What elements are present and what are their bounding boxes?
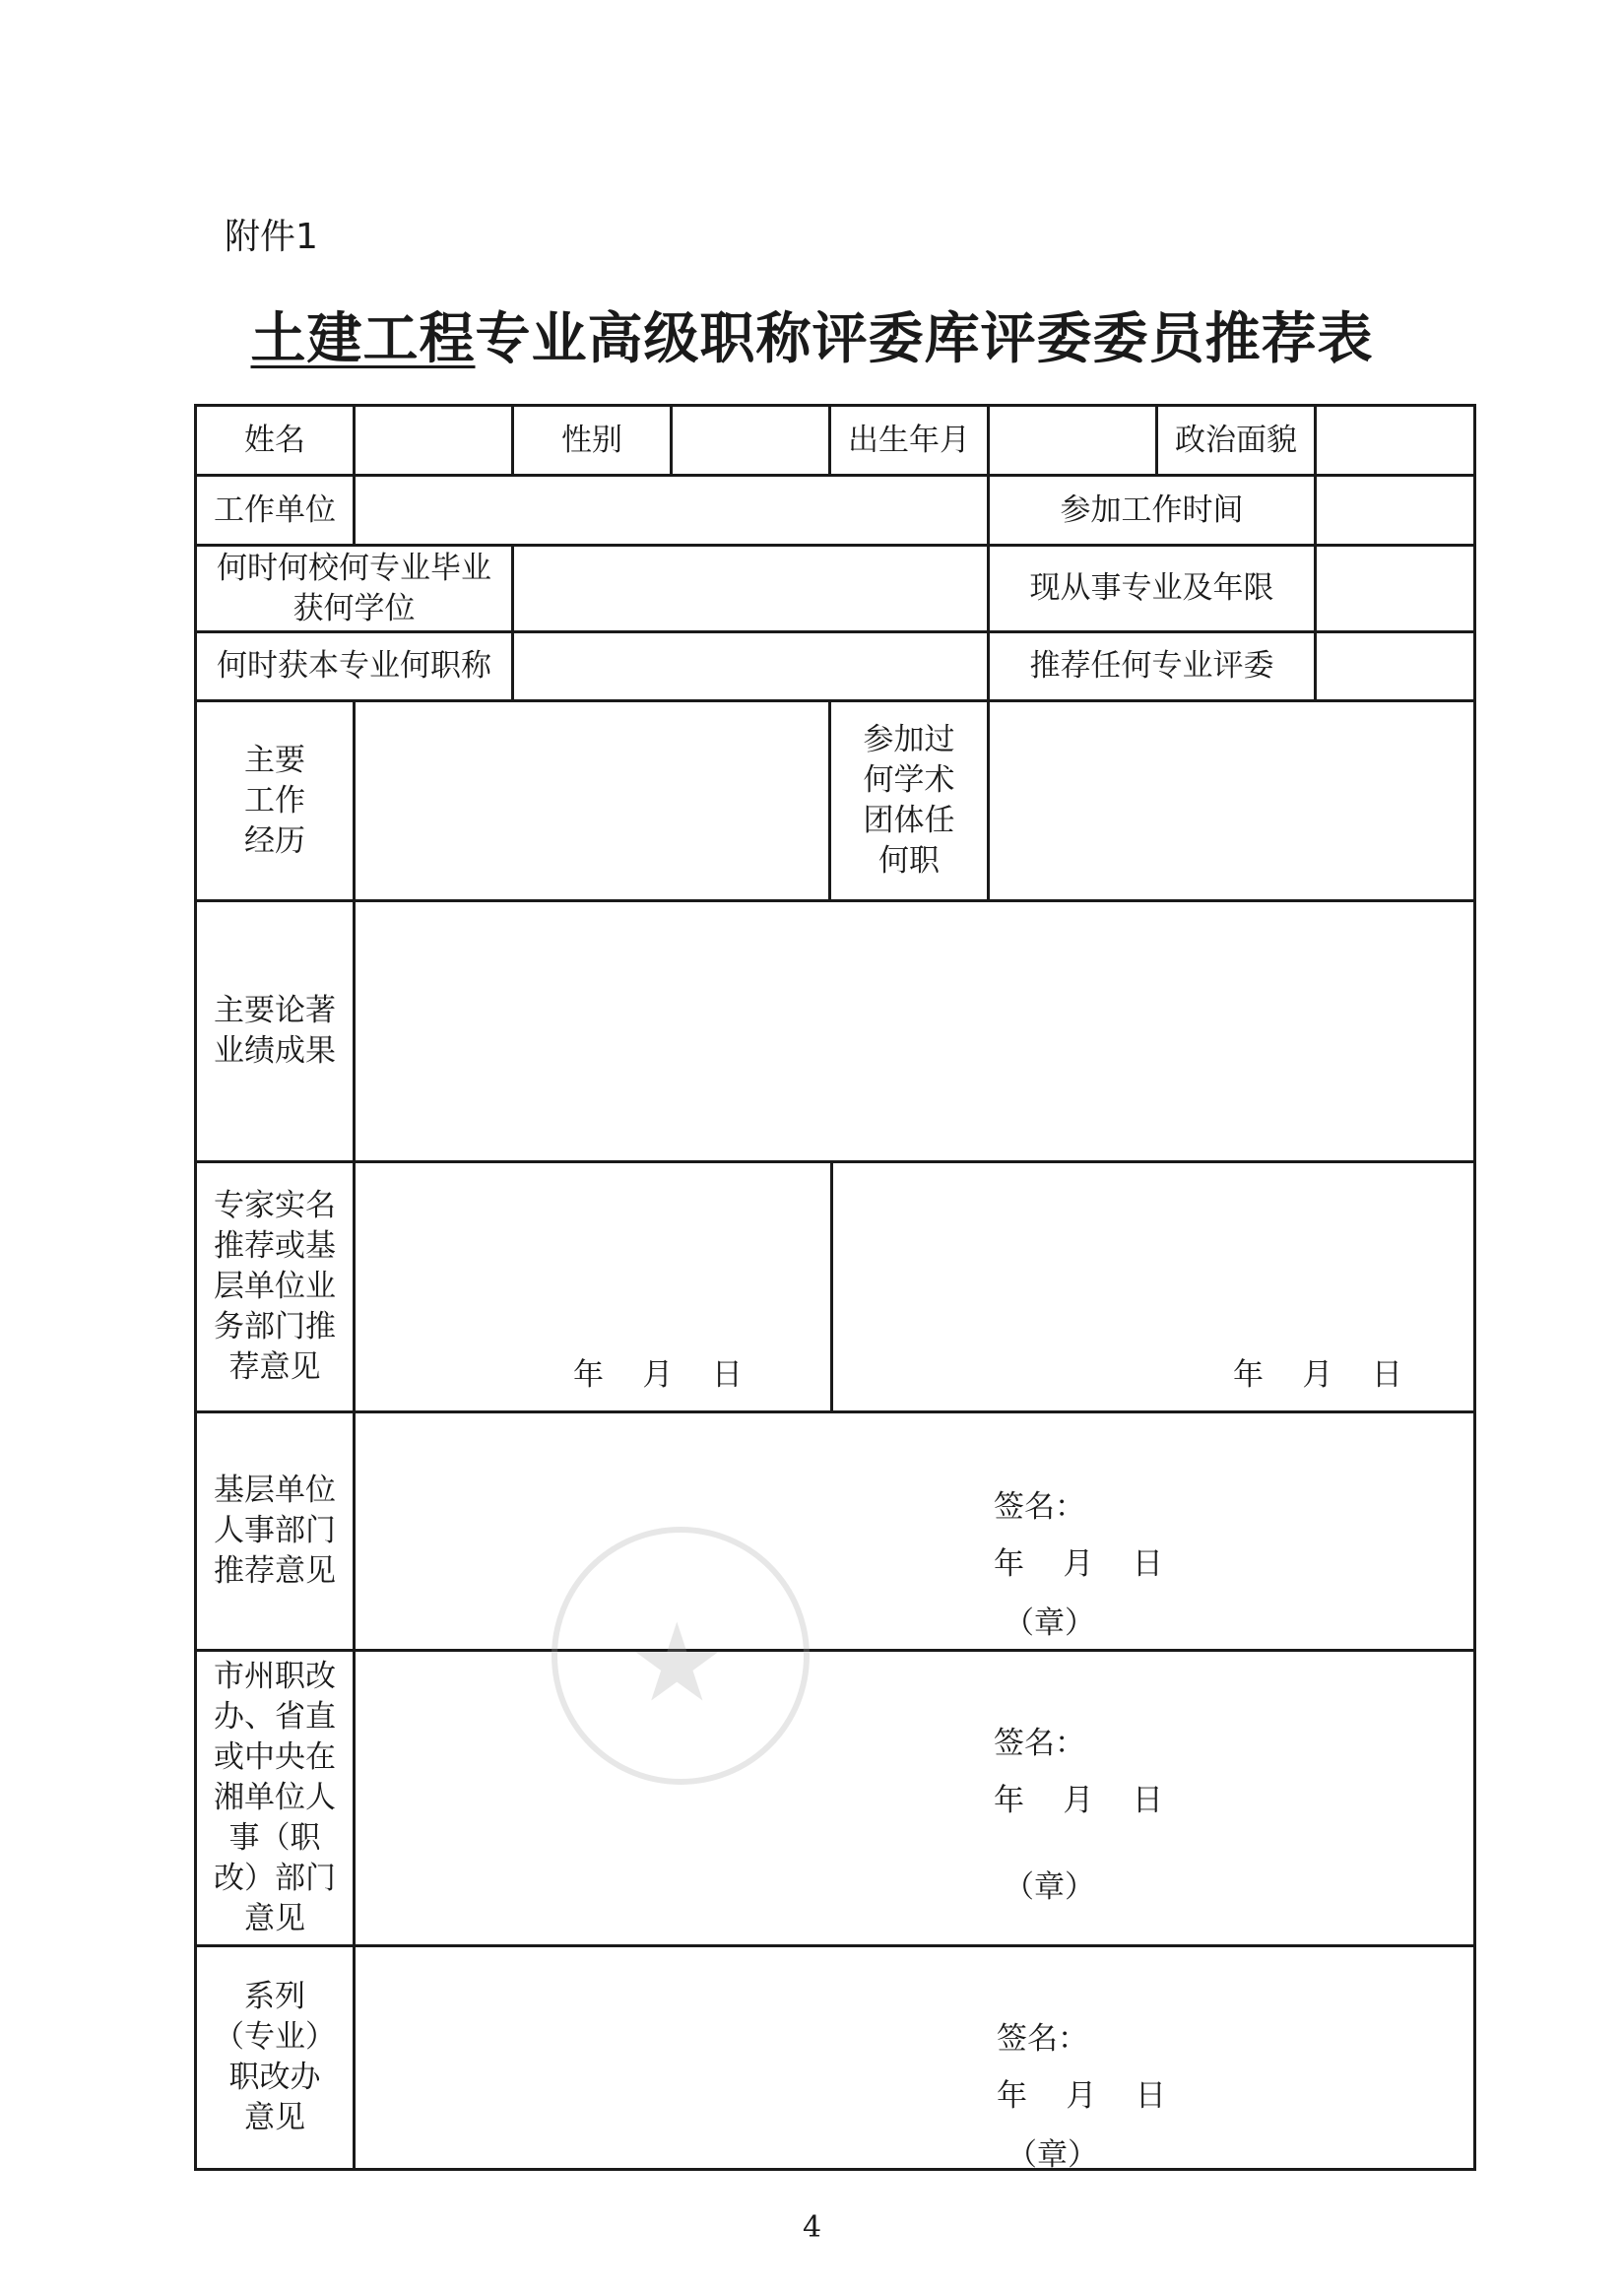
label-education: 何时何校何专业毕业 获何学位 — [217, 550, 491, 626]
row-divider — [194, 1944, 1476, 1947]
col-divider — [830, 1160, 833, 1410]
label-title-obtained: 何时获本专业何职称 — [217, 648, 491, 684]
table-border-bottom — [194, 2168, 1476, 2171]
label-recommend-committee: 推荐任何专业评委 — [1029, 648, 1274, 684]
label-academic-groups: 参加过 何学术 团体任 何职 — [863, 722, 955, 879]
label-work-start-time: 参加工作时间 — [1060, 491, 1244, 528]
row-divider — [194, 1649, 1476, 1652]
seal-label: （章） — [1004, 1605, 1095, 1641]
signature-label: 签名： — [994, 1489, 1085, 1525]
label-achievements: 主要论著 业绩成果 — [214, 993, 336, 1069]
col-divider — [1314, 404, 1317, 699]
table-border-right — [1473, 404, 1476, 2171]
seal-label: （章） — [1007, 2137, 1098, 2173]
expert-date-left: 年 月 日 — [573, 1357, 743, 1393]
col-divider — [670, 404, 673, 474]
label-work-experience: 主要 工作 经历 — [244, 742, 305, 859]
title-rest: 专业高级职称评委库评委委员推荐表 — [475, 307, 1374, 371]
expert-date-right: 年 月 日 — [1233, 1357, 1402, 1393]
row-divider — [194, 899, 1476, 902]
attachment-label: 附件1 — [225, 217, 318, 257]
label-grassroots-hr: 基层单位 人事部门 推荐意见 — [214, 1473, 336, 1589]
seal-label: （章） — [1004, 1869, 1095, 1905]
signature-label: 签名： — [997, 2021, 1088, 2057]
label-political-status: 政治面貌 — [1175, 422, 1297, 458]
label-current-major: 现从事专业及年限 — [1029, 570, 1274, 606]
col-divider — [353, 404, 356, 544]
signature-label: 签名： — [994, 1726, 1085, 1761]
label-expert-opinion: 专家实名 推荐或基 层单位业 务部门推 荐意见 — [214, 1188, 336, 1385]
col-divider — [511, 544, 514, 699]
recommendation-table — [194, 404, 1476, 2171]
label-series-office: 系列 （专业） 职改办 意见 — [214, 1979, 336, 2135]
label-gender: 性别 — [561, 422, 622, 458]
signature-date: 年 月 日 — [994, 1783, 1163, 1818]
label-birth-date: 出生年月 — [848, 422, 970, 458]
label-name: 姓名 — [244, 422, 305, 458]
row-divider — [194, 1160, 1476, 1163]
row-divider — [194, 1410, 1476, 1413]
signature-date: 年 月 日 — [994, 1546, 1163, 1582]
signature-date: 年 月 日 — [997, 2078, 1166, 2114]
page-number: 4 — [802, 2210, 822, 2245]
col-divider — [353, 699, 356, 2171]
label-city-provincial-office: 市州职改 办、省直 或中央在 湘单位人 事（职 改）部门 意见 — [214, 1659, 336, 1936]
label-workplace: 工作单位 — [214, 491, 336, 528]
title-underlined: 土建工程 — [250, 307, 476, 371]
seal-star-icon: ★ — [628, 1600, 726, 1726]
page-title — [0, 295, 1624, 374]
faded-official-seal — [552, 1527, 810, 1785]
